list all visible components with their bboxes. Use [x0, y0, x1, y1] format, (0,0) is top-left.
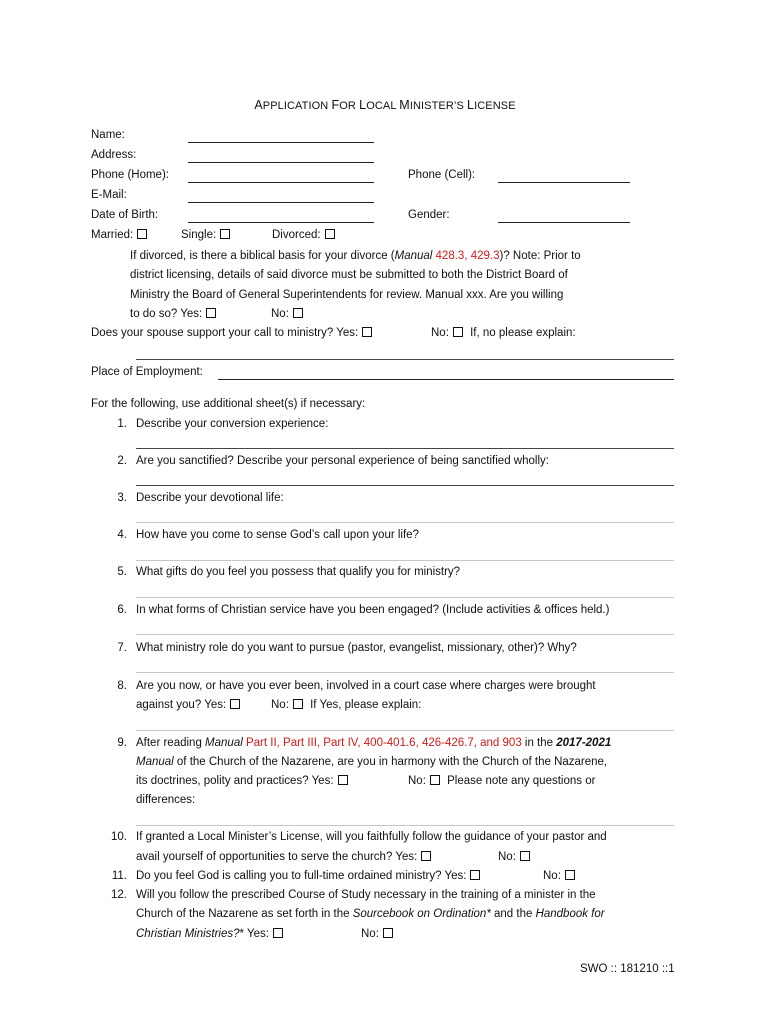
q8-number: 8.: [117, 680, 127, 692]
phone-home-label: Phone (Home):: [91, 169, 169, 181]
divorced-checkbox[interactable]: [325, 229, 335, 239]
phone-cell-label: Phone (Cell):: [408, 169, 476, 181]
q11-yes-option: Do you feel God is calling you to full-time ordained ministry? Yes:: [136, 870, 480, 882]
q12-no-checkbox[interactable]: [383, 928, 393, 938]
q10-yes-option: avail yourself of opportunities to serve the church? Yes:: [136, 851, 431, 863]
address-field[interactable]: [188, 151, 374, 163]
gender-label: Gender:: [408, 209, 450, 221]
q12-no-option: No:: [361, 928, 393, 940]
email-label: E-Mail:: [91, 189, 127, 201]
q9-text-line1: After reading Manual Part II, Part III, Part IV, 400-401.6, 426-426.7, and 903 in the 2017-2021: [136, 737, 612, 749]
phone-cell-field[interactable]: [498, 171, 630, 183]
divorce-question-line3: Ministry the Board of General Superintendents for review. Manual xxx. Are you willing: [130, 289, 564, 301]
q10-yes-checkbox[interactable]: [421, 851, 431, 861]
q9-yes-option: its doctrines, polity and practices? Yes:: [136, 775, 348, 787]
q5-number: 5.: [117, 566, 127, 578]
email-field[interactable]: [188, 191, 374, 203]
divorced-option: Divorced:: [272, 229, 335, 241]
q10-text-line1: If granted a Local Minister’s License, will you faithfully follow the guidance of your pastor and: [136, 831, 607, 843]
name-field[interactable]: [188, 131, 374, 143]
q8-answer-line[interactable]: [136, 730, 674, 731]
employment-field[interactable]: [218, 368, 674, 380]
divorce-question-line2: district licensing, details of said divorce must be submitted to both the District Board of: [130, 269, 568, 281]
q9-answer-line[interactable]: [136, 825, 674, 826]
q6-number: 6.: [117, 604, 127, 616]
q11-number: 11.: [111, 870, 127, 882]
q8-yes-checkbox[interactable]: [230, 699, 240, 709]
q12-yes-checkbox[interactable]: [273, 928, 283, 938]
q1-answer-line[interactable]: [136, 448, 674, 449]
single-option: Single:: [181, 229, 230, 241]
q12-text-line1: Will you follow the prescribed Course of Study necessary in the training of a minister in the: [136, 889, 596, 901]
q12-yes-option: Christian Ministries?* Yes:: [136, 928, 283, 940]
spouse-no-checkbox[interactable]: [453, 327, 463, 337]
q1-number: 1.: [117, 418, 127, 430]
q11-yes-checkbox[interactable]: [470, 870, 480, 880]
divorce-question-line1: If divorced, is there a biblical basis for your divorce (Manual 428.3, 429.3)? Note: Prior to: [130, 250, 581, 262]
q9-yes-checkbox[interactable]: [338, 775, 348, 785]
dob-label: Date of Birth:: [91, 209, 159, 221]
q7-answer-line[interactable]: [136, 672, 674, 673]
q3-text: Describe your devotional life:: [136, 492, 284, 504]
document-footer-code: SWO :: 181210 ::1: [580, 963, 675, 975]
instructions: For the following, use additional sheet(s) if necessary:: [91, 398, 366, 410]
address-label: Address:: [91, 149, 137, 161]
married-checkbox[interactable]: [137, 229, 147, 239]
q9-number: 9.: [117, 737, 127, 749]
q11-no-option: No:: [543, 870, 575, 882]
q2-text: Are you sanctified? Describe your personal experience of being sanctified wholly:: [136, 455, 549, 467]
document-title: APPLICATION FOR LOCAL MINISTER’S LICENSE: [254, 98, 516, 112]
q4-text: How have you come to sense God’s call upon your life?: [136, 529, 419, 541]
q8-no-option: No: If Yes, please explain:: [271, 699, 422, 711]
q9-no-checkbox[interactable]: [430, 775, 440, 785]
q5-text: What gifts do you feel you possess that qualify you for ministry?: [136, 566, 461, 578]
q6-text: In what forms of Christian service have you been engaged? (Include activities & offices held.): [136, 604, 610, 616]
q3-number: 3.: [117, 492, 127, 504]
q1-text: Describe your conversion experience:: [136, 418, 329, 430]
q4-answer-line[interactable]: [136, 560, 674, 561]
q4-number: 4.: [117, 529, 127, 541]
q12-number: 12.: [111, 889, 127, 901]
divorce-yes-checkbox[interactable]: [206, 308, 216, 318]
q11-no-checkbox[interactable]: [565, 870, 575, 880]
q2-number: 2.: [117, 455, 127, 467]
phone-home-field[interactable]: [188, 171, 374, 183]
q8-text-line1: Are you now, or have you ever been, involved in a court case where charges were brought: [136, 680, 596, 692]
q10-number: 10.: [111, 831, 127, 843]
dob-field[interactable]: [188, 211, 374, 223]
q2-answer-line[interactable]: [136, 485, 674, 486]
q9-text-line4: differences:: [136, 794, 196, 806]
q8-no-checkbox[interactable]: [293, 699, 303, 709]
q10-no-option: No:: [498, 851, 530, 863]
divorce-yes-option: to do so? Yes:: [130, 308, 216, 320]
q9-text-line2: Manual of the Church of the Nazarene, are you in harmony with the Church of the Nazarene,: [136, 756, 608, 768]
married-option: Married:: [91, 229, 147, 241]
divorce-no-option: No:: [271, 308, 303, 320]
spouse-yes-checkbox[interactable]: [362, 327, 372, 337]
q6-answer-line[interactable]: [136, 634, 674, 635]
divorce-no-checkbox[interactable]: [293, 308, 303, 318]
q7-text: What ministry role do you want to pursue (pastor, evangelist, missionary, other)? Why?: [136, 642, 577, 654]
q10-no-checkbox[interactable]: [520, 851, 530, 861]
spouse-explain-line[interactable]: [136, 359, 674, 360]
q5-answer-line[interactable]: [136, 597, 674, 598]
employment-label: Place of Employment:: [91, 366, 203, 378]
q8-yes-option: against you? Yes:: [136, 699, 240, 711]
single-checkbox[interactable]: [220, 229, 230, 239]
spouse-no-option: No: If, no please explain:: [431, 327, 576, 339]
q9-no-option: No: Please note any questions or: [408, 775, 596, 787]
q12-text-line2: Church of the Nazarene as set forth in the Sourcebook on Ordination* and the Handbook for: [136, 908, 605, 920]
spouse-question: Does your spouse support your call to ministry? Yes:: [91, 327, 372, 339]
gender-field[interactable]: [498, 211, 630, 223]
q7-number: 7.: [117, 642, 127, 654]
q3-answer-line[interactable]: [136, 522, 674, 523]
name-label: Name:: [91, 129, 125, 141]
